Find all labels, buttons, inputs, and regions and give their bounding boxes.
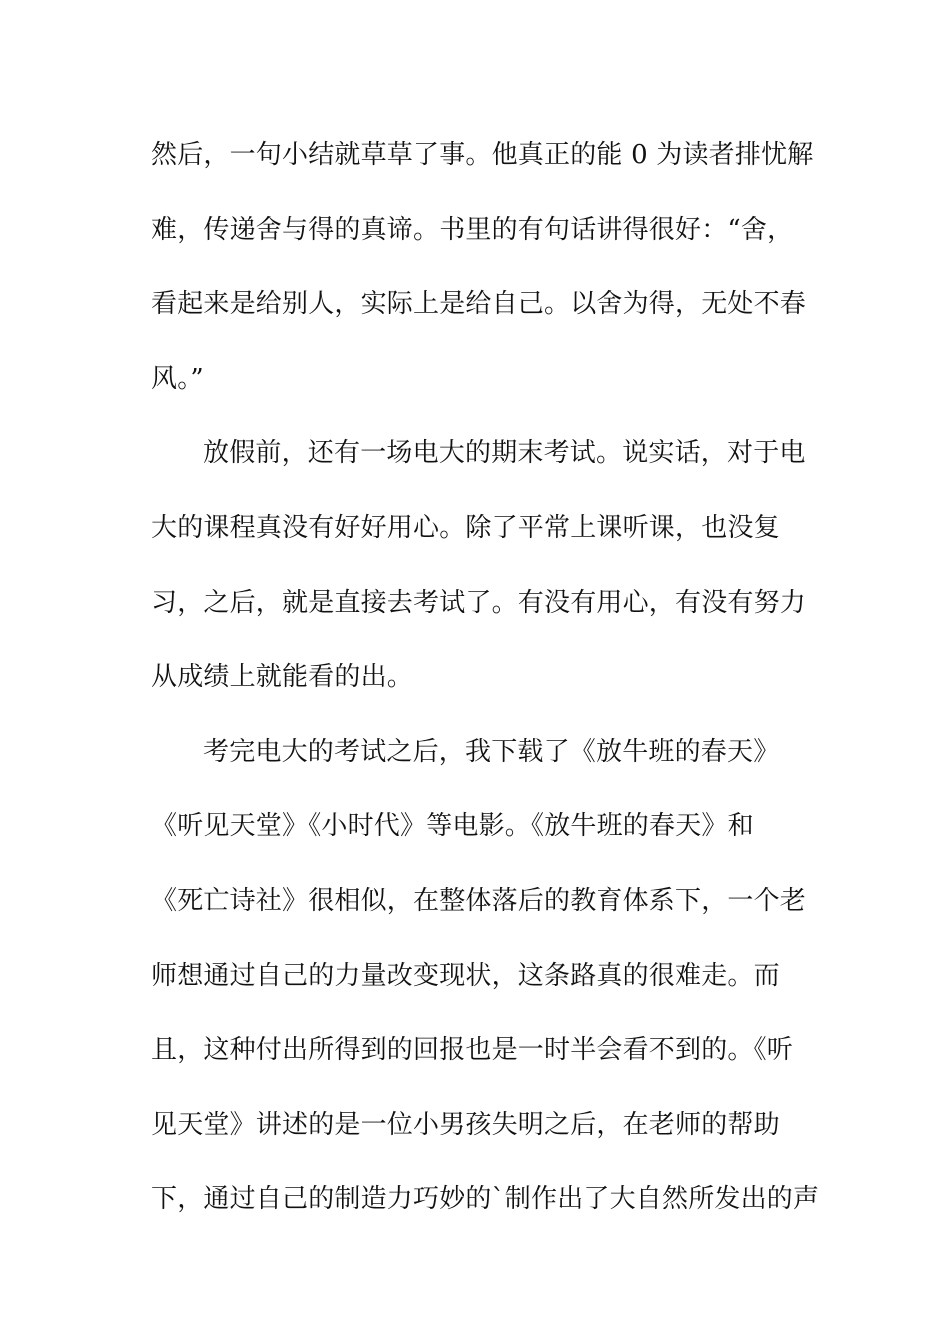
- text-line-14: 见天堂》讲述的是一位小男孩失明之后，在老师的帮助: [151, 1109, 780, 1140]
- text-line-2: 难，传递舍与得的真谛。书里的有句话讲得很好：“舍，: [151, 214, 794, 245]
- text-line-3: 看起来是给别人，实际上是给自己。以舍为得，无处不春: [151, 289, 807, 320]
- text-line-12: 师想通过自己的力量改变现状，这条路真的很难走。而: [151, 960, 780, 991]
- text-line-9: 考完电大的考试之后，我下载了《放牛班的春天》: [203, 736, 780, 767]
- text-line-6: 大的课程真没有好好用心。除了平常上课听课，也没复: [151, 512, 780, 543]
- text-line-15: 下，通过自己的制造力巧妙的`制作出了大自然所发出的声: [151, 1184, 820, 1215]
- text-line-10: 《听见天堂》《小时代》等电影。《放牛班的春天》和: [151, 811, 754, 842]
- text-line-4: 风。”: [151, 363, 204, 394]
- text-line-5: 放假前，还有一场电大的期末考试。说实话，对于电: [203, 438, 806, 469]
- text-line-7: 习，之后，就是直接去考试了。有没有用心，有没有努力: [151, 587, 807, 618]
- text-line-13: 且，这种付出所得到的回报也是一时半会看不到的。《听: [151, 1035, 794, 1066]
- body-text: [151, 128, 820, 1247]
- text-line-11: 《死亡诗社》很相似，在整体落后的教育体系下，一个老: [151, 885, 807, 916]
- text-line-8: 从成绩上就能看的出。: [151, 662, 414, 693]
- text-line-1: 然后，一句小结就草草了事。他真正的能 0 为读者排忧解: [151, 140, 814, 170]
